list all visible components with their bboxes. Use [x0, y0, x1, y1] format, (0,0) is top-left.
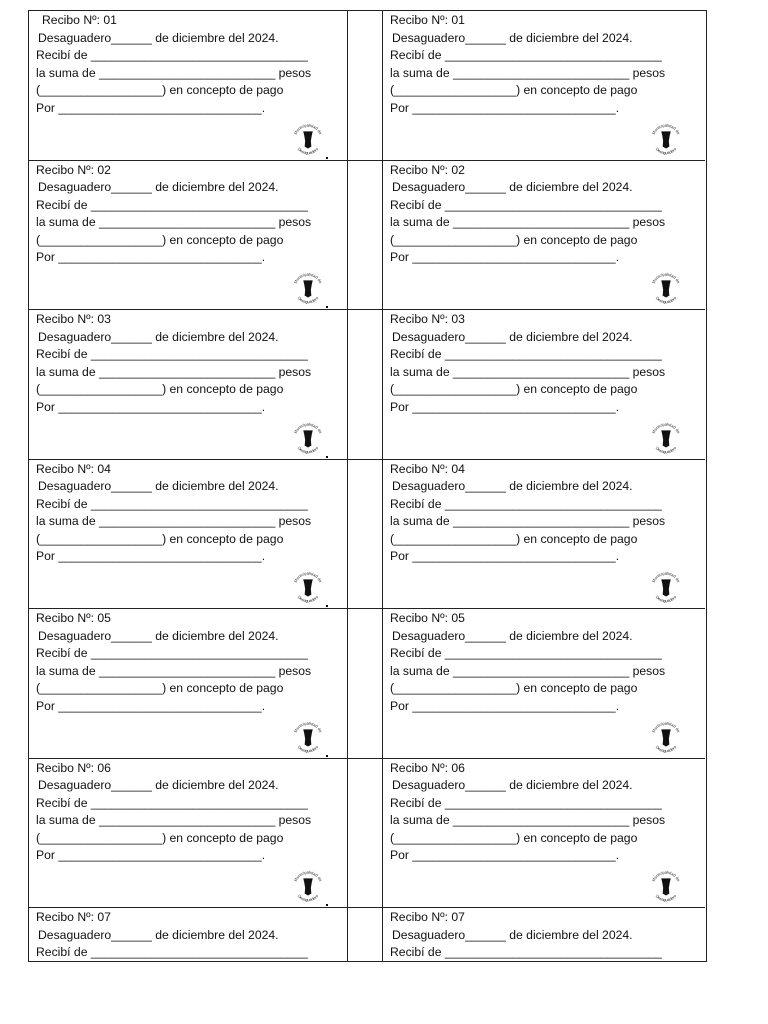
municipal-seal-icon	[647, 269, 685, 307]
receipt-date-line: Desaguadero______ de diciembre del 2024.	[392, 628, 633, 643]
svg-text:Municipalidad de: Municipalidad de	[650, 720, 682, 733]
svg-text:Municipalidad de: Municipalidad de	[292, 570, 324, 584]
receipt-title: Recibo Nº: 02	[390, 162, 465, 177]
municipal-seal-icon	[647, 867, 685, 905]
stray-mark	[326, 157, 328, 159]
receipt-body	[36, 311, 311, 416]
receipt-received-from: Recibí de ________________________________	[390, 945, 662, 959]
receipt-received-from: Recibí de ________________________________	[36, 347, 308, 361]
receipt-concept-line: (__________________) en concepto de pago	[36, 83, 284, 97]
receipt-body	[36, 461, 311, 566]
svg-text:Desaguadero: Desaguadero	[654, 444, 678, 454]
receipt-received-from: Recibí de ________________________________	[36, 197, 308, 212]
receipt-por-line: Por ______________________________.	[390, 100, 620, 115]
receipt-concept-line: (__________________) en concepto de pago	[390, 830, 638, 845]
svg-text:Municipalidad de: Municipalidad de	[292, 122, 324, 135]
svg-text:Municipalidad de: Municipalidad de	[292, 869, 324, 883]
municipal-seal-icon	[289, 269, 327, 307]
svg-text:Desaguadero: Desaguadero	[296, 145, 320, 155]
gutter-cell	[348, 310, 383, 460]
receipt-card	[29, 759, 348, 909]
receipt-amount-line: la suma de __________________________ pesos	[36, 215, 312, 229]
receipt-title: Recibo Nº: 05	[36, 611, 111, 625]
receipt-card	[383, 310, 705, 460]
receipt-por-line: Por ______________________________.	[36, 100, 266, 115]
receipt-amount-line: la suma de __________________________ pesos	[390, 813, 666, 827]
stray-mark	[326, 755, 328, 757]
svg-text:Desaguadero: Desaguadero	[654, 594, 678, 604]
receipt-sheet	[28, 10, 707, 962]
svg-text:Desaguadero: Desaguadero	[654, 145, 678, 155]
receipt-date-line: Desaguadero______ de diciembre del 2024.	[392, 30, 633, 45]
municipal-seal-icon	[289, 568, 327, 606]
receipt-received-from: Recibí de ________________________________	[390, 795, 662, 810]
receipt-por-line: Por ______________________________.	[390, 698, 620, 713]
receipt-date-line: Desaguadero______ de diciembre del 2024.	[392, 479, 633, 493]
receipt-date-line: Desaguadero______ de diciembre del 2024.	[392, 329, 633, 344]
municipal-seal-icon	[289, 120, 327, 158]
receipt-received-from: Recibí de ________________________________	[390, 48, 662, 62]
svg-text:Desaguadero: Desaguadero	[654, 295, 678, 305]
receipt-amount-line: la suma de __________________________ pesos	[390, 514, 666, 528]
svg-text:Municipalidad de: Municipalidad de	[650, 271, 682, 285]
gutter-cell	[348, 908, 383, 961]
receipt-title: Recibo Nº: 04	[36, 461, 111, 476]
receipt-por-line: Por ______________________________.	[390, 848, 620, 862]
receipt-por-line: Por ______________________________.	[390, 549, 620, 563]
stray-mark	[326, 456, 328, 458]
receipt-received-from: Recibí de ________________________________	[390, 347, 662, 361]
svg-text:Municipalidad de: Municipalidad de	[292, 421, 324, 434]
receipt-por-line: Por ______________________________.	[36, 250, 266, 264]
receipt-body	[36, 909, 308, 961]
receipt-title: Recibo Nº: 06	[36, 760, 111, 775]
stray-mark	[326, 605, 328, 607]
receipt-por-line: Por ______________________________.	[36, 698, 266, 713]
receipt-amount-line: la suma de __________________________ pesos	[390, 215, 666, 229]
receipt-concept-line: (__________________) en concepto de pago	[390, 232, 638, 247]
municipal-seal-icon	[289, 419, 327, 457]
stray-mark	[326, 306, 328, 308]
receipt-card	[29, 161, 348, 311]
gutter-cell	[348, 460, 383, 610]
receipt-title: Recibo Nº: 06	[390, 760, 465, 775]
receipt-title: Recibo Nº: 03	[390, 312, 465, 326]
municipal-seal-icon	[289, 867, 327, 905]
receipt-amount-line: la suma de __________________________ pesos	[390, 364, 666, 379]
receipt-received-from: Recibí de ________________________________	[36, 496, 308, 511]
receipt-title: Recibo Nº: 02	[36, 162, 111, 177]
receipt-received-from: Recibí de ________________________________	[36, 646, 308, 660]
receipt-por-line: Por ______________________________.	[36, 399, 266, 414]
receipt-title: Recibo Nº: 07	[390, 910, 465, 924]
svg-text:Desaguadero: Desaguadero	[296, 444, 320, 454]
municipal-seal-icon	[647, 120, 685, 158]
receipt-concept-line: (__________________) en concepto de pago	[36, 232, 284, 247]
gutter-cell	[348, 609, 383, 759]
municipal-seal-icon	[647, 419, 685, 457]
receipt-date-line: Desaguadero______ de diciembre del 2024.	[392, 927, 633, 942]
receipt-concept-line: (__________________) en concepto de pago	[36, 830, 284, 845]
receipt-body	[36, 12, 311, 117]
svg-text:Desaguadero: Desaguadero	[296, 893, 320, 903]
receipt-title: Recibo Nº: 04	[390, 461, 465, 476]
receipt-date-line: Desaguadero______ de diciembre del 2024.	[38, 30, 279, 45]
receipt-amount-line: la suma de __________________________ pesos	[36, 663, 312, 678]
municipal-seal-icon	[647, 568, 685, 606]
receipt-amount-line: la suma de __________________________ pesos	[36, 364, 312, 379]
gutter-cell	[348, 161, 383, 311]
receipt-amount-line: la suma de __________________________ pesos	[390, 663, 666, 678]
svg-text:Municipalidad de: Municipalidad de	[292, 720, 324, 733]
svg-text:Municipalidad de: Municipalidad de	[650, 869, 682, 883]
svg-text:Municipalidad de: Municipalidad de	[650, 122, 682, 135]
svg-text:Municipalidad de: Municipalidad de	[292, 271, 324, 285]
receipt-title: Recibo Nº: 01	[42, 13, 117, 27]
receipt-card	[383, 161, 705, 311]
municipal-seal-icon	[289, 718, 327, 756]
receipt-card	[29, 609, 348, 759]
receipt-card	[383, 11, 705, 161]
receipt-concept-line: (__________________) en concepto de pago	[36, 681, 284, 695]
receipt-date-line: Desaguadero______ de diciembre del 2024.	[38, 479, 279, 493]
svg-text:Desaguadero: Desaguadero	[296, 743, 320, 753]
receipt-date-line: Desaguadero______ de diciembre del 2024.	[38, 778, 279, 792]
receipt-received-from: Recibí de ________________________________	[36, 48, 308, 62]
receipt-body	[390, 12, 665, 117]
receipt-date-line: Desaguadero______ de diciembre del 2024.	[38, 628, 279, 643]
receipt-amount-line: la suma de __________________________ pesos	[36, 65, 312, 80]
receipt-card	[383, 908, 705, 961]
municipal-seal-icon	[647, 718, 685, 756]
receipt-por-line: Por ______________________________.	[36, 549, 266, 563]
receipt-date-line: Desaguadero______ de diciembre del 2024.	[38, 927, 279, 942]
receipt-body	[390, 610, 665, 715]
receipt-body	[36, 610, 311, 715]
receipt-title: Recibo Nº: 05	[390, 611, 465, 625]
receipt-concept-line: (__________________) en concepto de pago	[36, 531, 284, 546]
svg-text:Municipalidad de: Municipalidad de	[650, 421, 682, 434]
receipt-card	[29, 908, 348, 961]
receipt-body	[390, 760, 665, 865]
receipt-title: Recibo Nº: 03	[36, 312, 111, 326]
receipt-body	[390, 162, 665, 267]
receipt-date-line: Desaguadero______ de diciembre del 2024.	[38, 180, 279, 194]
receipt-concept-line: (__________________) en concepto de pago	[390, 531, 638, 546]
receipt-por-line: Por ______________________________.	[390, 399, 620, 414]
receipt-date-line: Desaguadero______ de diciembre del 2024.	[392, 778, 633, 792]
receipt-body	[36, 162, 311, 267]
gutter-cell	[348, 759, 383, 909]
receipt-body	[36, 760, 311, 865]
receipt-card	[29, 11, 348, 161]
receipt-date-line: Desaguadero______ de diciembre del 2024.	[392, 180, 633, 194]
svg-text:Municipalidad de: Municipalidad de	[650, 570, 682, 584]
receipt-received-from: Recibí de ________________________________	[36, 795, 308, 810]
receipt-title: Recibo Nº: 07	[36, 910, 111, 924]
receipt-received-from: Recibí de ________________________________	[36, 945, 308, 959]
receipt-amount-line: la suma de __________________________ pesos	[36, 813, 312, 827]
svg-text:Desaguadero: Desaguadero	[654, 893, 678, 903]
receipt-date-line: Desaguadero______ de diciembre del 2024.	[38, 329, 279, 344]
receipt-card	[383, 460, 705, 610]
gutter-cell	[348, 11, 383, 161]
receipt-body	[390, 461, 665, 566]
receipt-body	[390, 909, 662, 961]
receipt-title: Recibo Nº: 01	[390, 13, 465, 27]
receipt-received-from: Recibí de ________________________________	[390, 197, 662, 212]
svg-text:Desaguadero: Desaguadero	[296, 295, 320, 305]
svg-text:Desaguadero: Desaguadero	[654, 743, 678, 753]
receipt-por-line: Por ______________________________.	[390, 250, 620, 264]
receipt-amount-line: la suma de __________________________ pesos	[390, 65, 666, 80]
receipt-received-from: Recibí de ________________________________	[390, 646, 662, 660]
svg-text:Desaguadero: Desaguadero	[296, 594, 320, 604]
receipt-concept-line: (__________________) en concepto de pago	[390, 382, 638, 396]
receipt-card	[383, 759, 705, 909]
receipt-por-line: Por ______________________________.	[36, 848, 266, 862]
receipt-card	[29, 310, 348, 460]
receipt-concept-line: (__________________) en concepto de pago	[36, 382, 284, 396]
receipt-card	[383, 609, 705, 759]
receipt-concept-line: (__________________) en concepto de pago	[390, 83, 638, 97]
receipt-amount-line: la suma de __________________________ pesos	[36, 514, 312, 528]
receipt-concept-line: (__________________) en concepto de pago	[390, 681, 638, 695]
receipt-body	[390, 311, 665, 416]
stray-mark	[326, 904, 328, 906]
receipt-received-from: Recibí de ________________________________	[390, 496, 662, 511]
receipt-card	[29, 460, 348, 610]
